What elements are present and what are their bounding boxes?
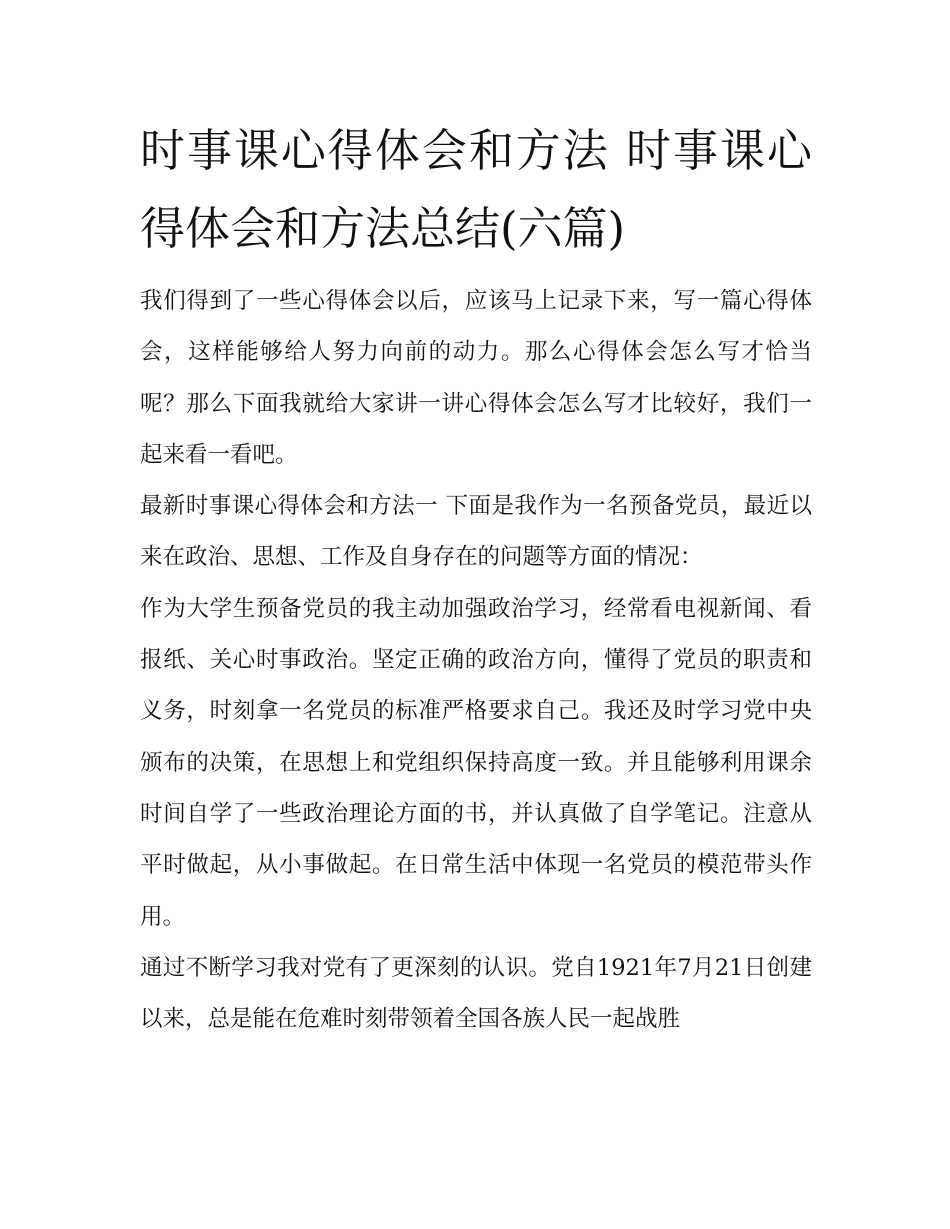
paragraph-political-study: 作为大学生预备党员的我主动加强政治学习，经常看电视新闻、看报纸、关心时事政治。坚定正确的政治方向，懂得了党员的职责和义务，时刻拿一名党员的标准严格要求自己。我还及时学习党中央颁布的决策，在思想上和党组织保持高度一致。并且能够利用课余时间自学了一些政治理论方面的书，并认真做了自学笔记。注意从平时做起，从小事做起。在日常生活中体现一名党员的模范带头作用。 <box>140 595 812 930</box>
paragraph-party-history: 通过不断学习我对党有了更深刻的认识。党自1921年7月21日创建以来，总是能在危难时刻带领着全国各族人民一起战胜 <box>140 954 812 1033</box>
paragraph-section-one: 最新时事课心得体会和方法一 下面是我作为一名预备党员，最近以来在政治、思想、工作及自身存在的问题等方面的情况： <box>140 493 812 571</box>
document-page <box>140 112 812 1045</box>
document-title: 时事课心得体会和方法 时事课心得体会和方法总结(六篇) <box>140 124 812 255</box>
paragraph-intro: 我们得到了一些心得体会以后，应该马上记录下来，写一篇心得体会，这样能够给人努力向前的动力。那么心得体会怎么写才恰当呢？那么下面我就给大家讲一讲心得体会怎么写才比较好，我们一起来看一看吧。 <box>140 288 812 468</box>
